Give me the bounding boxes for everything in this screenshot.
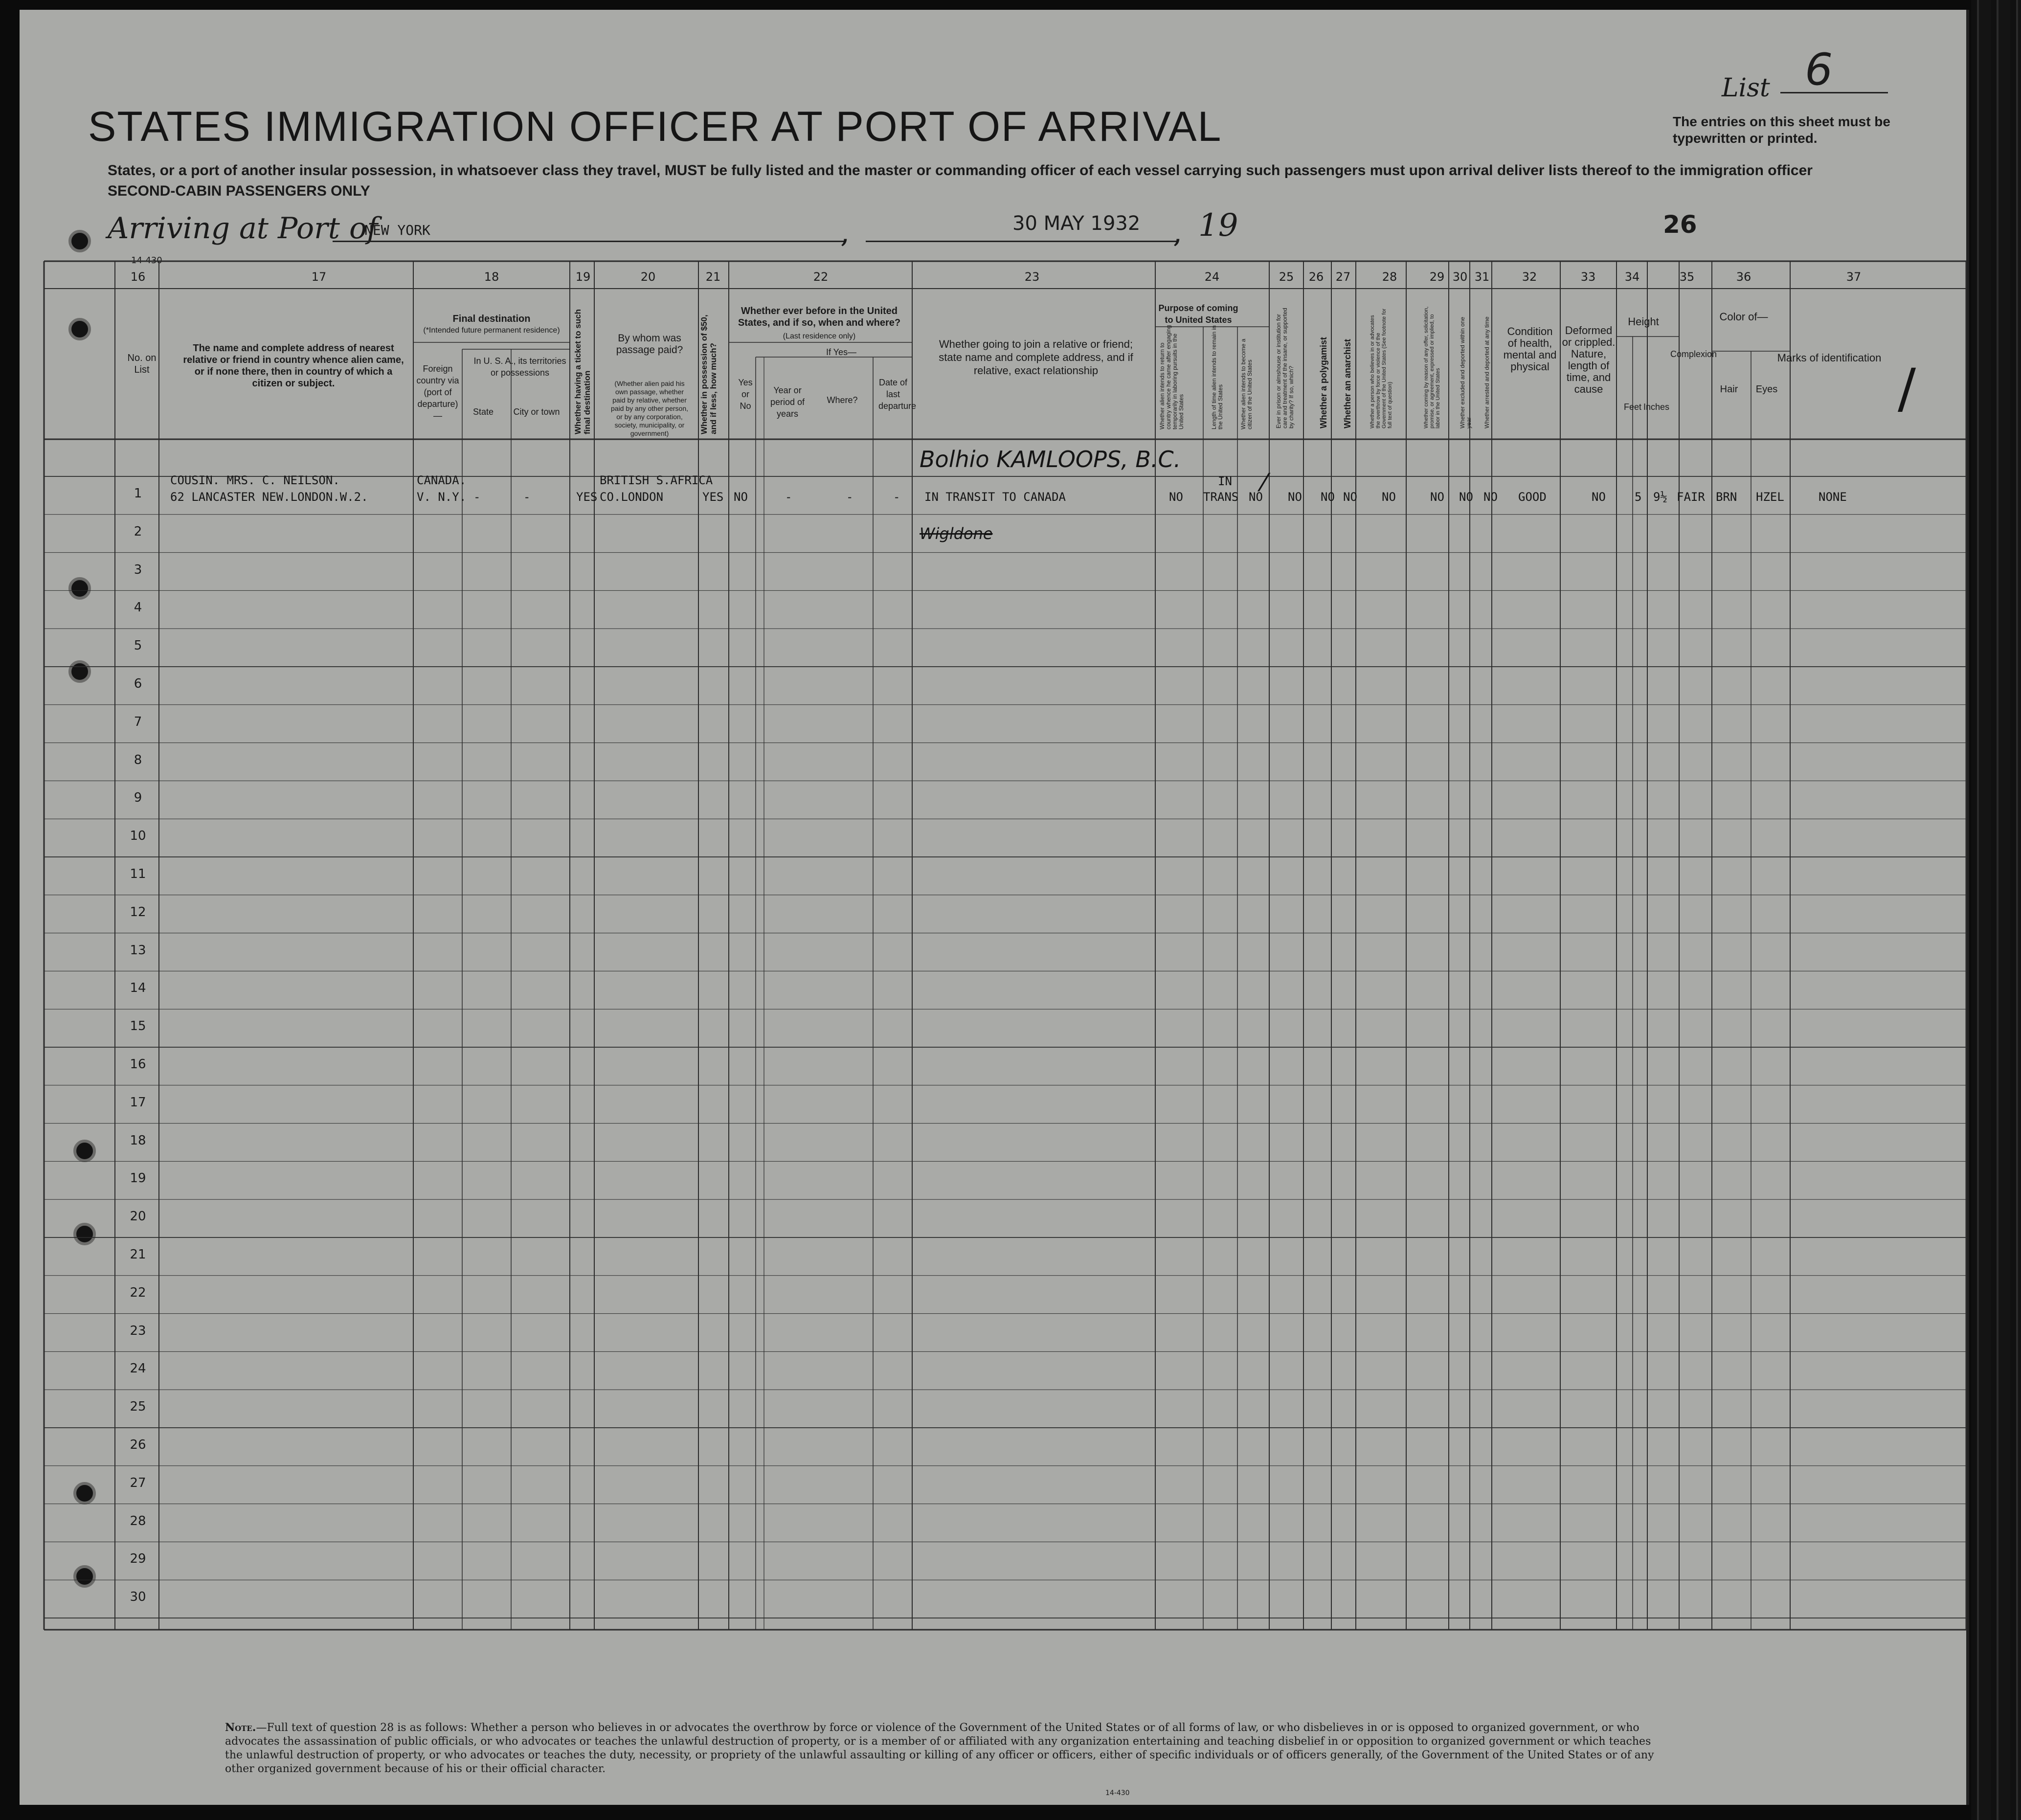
header-yes-or-no: Yes or No <box>738 378 753 411</box>
footnote <box>225 1721 1668 1776</box>
header-no-on-list: No. on List <box>127 353 157 375</box>
column-number: 32 <box>1522 270 1537 284</box>
cabin-class: SECOND-CABIN PASSENGERS ONLY <box>108 183 370 199</box>
header-nearest-relative: The name and complete address of nearest relative or friend in country whence alien came, or if none there, then in country of which a citizen or subject. <box>183 343 404 389</box>
header-final-destination: Final destination <box>452 314 531 324</box>
header-purpose: Purpose of coming to United States <box>1158 303 1238 325</box>
column-number: 25 <box>1279 270 1294 284</box>
paid-by-line1: BRITISH S.AFRICA <box>600 473 713 487</box>
column-number: 37 <box>1846 270 1862 284</box>
header-marks: Marks of identification <box>1777 352 1882 364</box>
row-number: 2 <box>134 524 142 539</box>
form-mark: 14-430 <box>131 255 162 266</box>
hair-value: BRN <box>1716 490 1737 504</box>
punch-hole <box>73 1140 96 1162</box>
row-number: 6 <box>134 676 142 691</box>
where-value: - <box>846 490 853 504</box>
row-number: 23 <box>130 1323 146 1338</box>
row-number: 13 <box>130 943 146 958</box>
row-number: 3 <box>134 562 142 577</box>
row-number: 29 <box>130 1551 146 1567</box>
return-value: NO <box>1169 490 1183 504</box>
row-number: 4 <box>134 600 142 615</box>
column-number: 28 <box>1382 270 1397 284</box>
row-number: 18 <box>130 1133 146 1148</box>
overthrow-value: NO <box>1382 490 1396 504</box>
header-prison: Ever in prison or almshouse or institution for care and treatment of the insane, or supported by charity? If so, which? <box>1275 308 1295 428</box>
header-by-whom: By whom was passage paid? <box>616 333 683 356</box>
footnote-form-number: 14-430 <box>1105 1789 1130 1797</box>
header-polygamist: Whether a polygamist <box>1319 337 1328 428</box>
header-excluded: Whether excluded and deported within one year <box>1459 316 1472 428</box>
header-feet: Feet <box>1623 402 1642 412</box>
column-number: 17 <box>311 270 327 284</box>
comma-mark: , <box>840 215 850 249</box>
arrival-port: NEW YORK <box>364 222 430 238</box>
column-number: 33 <box>1580 270 1596 284</box>
footnote-label: Note. <box>225 1721 256 1734</box>
column-number: 20 <box>640 270 656 284</box>
punch-hole <box>68 660 91 683</box>
column-number: 19 <box>575 270 591 284</box>
header-city-town: City or town <box>513 407 560 417</box>
column-number: 31 <box>1474 270 1490 284</box>
header-joining-relative: Whether going to join a relative or friend; state name and complete address, and if relative, exact relationship <box>939 338 1133 377</box>
row-number: 22 <box>130 1285 146 1300</box>
header-height: Height <box>1628 315 1659 328</box>
row-number: 16 <box>130 1057 146 1072</box>
year-suffix: 26 <box>1663 210 1697 239</box>
column-number: 30 <box>1452 270 1468 284</box>
punch-hole <box>68 318 91 340</box>
offer-value: NO <box>1430 490 1444 504</box>
health-value: GOOD <box>1518 490 1547 504</box>
possession-value: YES <box>702 490 724 504</box>
comma-mark: , <box>1173 215 1183 249</box>
header-inches: Inches <box>1643 402 1670 412</box>
row-number: 15 <box>130 1019 146 1034</box>
eyes-value: HZEL <box>1756 490 1784 504</box>
state-value: - <box>473 490 481 504</box>
list-underline <box>1780 92 1888 93</box>
header-last-departure: Date of last departure <box>878 378 917 411</box>
column-number: 35 <box>1679 270 1695 284</box>
column-number: 26 <box>1308 270 1324 284</box>
last-departure-value: - <box>893 490 900 504</box>
ever-before-value: NO <box>734 490 748 504</box>
header-year-period: Year or period of years <box>770 385 805 419</box>
footnote-text: —Full text of question 28 is as follows: Whether a person who believes in or advocates the overthrow by force or violence of the Government of the United States or of all forms of law, or who disbelieves in or is opposed to organized government, or who advocates the assassination of public officials, or who advocates or teaches the unlawful destruction of property, or is a member of or affiliated with any organization entertaining and teaching disbelief in or opposition to organized government or which teaches the unlawful destruction of property, or who advocates or teaches the duty, necessity, or propriety of the unlawful assaulting or killing of any officer or officers, either of specific individuals or of officers generally, of the Government of the United States or of any other organized government because of his or their official character. <box>225 1722 1654 1775</box>
marks-value: NONE <box>1819 490 1847 504</box>
column-number: 21 <box>705 270 721 284</box>
year-century: 19 <box>1198 207 1238 244</box>
column-number: 27 <box>1335 270 1351 284</box>
arriving-label: Arriving at Port of <box>108 211 378 246</box>
header-possession: Whether in possession of $50, and if less, how much? <box>699 315 718 434</box>
row-number: 28 <box>130 1513 146 1528</box>
excluded-value: NO <box>1459 490 1473 504</box>
row-number: 20 <box>130 1209 146 1224</box>
header-usa-possessions: In U. S. A., its territories or possessions <box>473 356 566 378</box>
date-stamp: 30 MAY 1932 <box>1012 212 1141 235</box>
header-health: Condition of health, mental and physical <box>1503 325 1557 373</box>
header-ever-before-note: (Last residence only) <box>783 332 856 340</box>
arrested-value: NO <box>1483 490 1498 504</box>
header-final-destination-note: (*Intended future permanent residence) <box>423 326 560 335</box>
column-number: 18 <box>484 270 499 284</box>
header-deformed: Deformed or crippled. Nature, length of time, and cause <box>1562 324 1616 395</box>
deformed-value: NO <box>1592 490 1606 504</box>
port-underline <box>333 241 846 242</box>
punch-hole <box>68 577 91 600</box>
row-number: 27 <box>130 1475 146 1490</box>
length-line1: IN <box>1218 474 1232 488</box>
header-purpose-citizen: Whether alien intends to become a citizen of the United States <box>1240 338 1253 429</box>
row-number: 14 <box>130 981 146 996</box>
handwritten-destination: Bolhio KAMLOOPS, B.C. <box>920 446 1181 472</box>
punch-hole <box>73 1223 96 1245</box>
header-hair: Hair <box>1720 384 1738 395</box>
row-number: 25 <box>130 1399 146 1415</box>
header-foreign-country: Foreign country via (port of departure)— <box>416 364 459 421</box>
list-number: 6 <box>1805 44 1833 95</box>
row-number: 12 <box>130 904 146 920</box>
punch-hole <box>73 1565 96 1588</box>
polygamist-value: NO <box>1321 490 1335 504</box>
column-number: 29 <box>1429 270 1445 284</box>
row-number: 21 <box>130 1247 146 1262</box>
row-number: 19 <box>130 1171 146 1186</box>
entries-note: The entries on this sheet must be typewritten or printed. <box>1673 114 1890 146</box>
complexion-value: FAIR <box>1677 490 1705 504</box>
joining-value: IN TRANSIT TO CANADA <box>924 490 1066 504</box>
scan-edge <box>1971 0 2021 1820</box>
row-number: 11 <box>130 867 146 881</box>
row-number: 7 <box>134 714 142 729</box>
row-number: 8 <box>134 752 142 767</box>
row-number: 26 <box>130 1438 146 1452</box>
header-ticket: Whether having a ticket to such final destination <box>573 309 592 434</box>
foreign-port: V. N.Y. <box>417 490 467 504</box>
header-by-whom-note: (Whether alien paid his own passage, whether paid by relative, whether paid by any other person, or by any corporation, society, municipality, or government) <box>611 380 688 437</box>
page-title: STATES IMMIGRATION OFFICER AT PORT OF ARRIVAL <box>88 103 1222 150</box>
header-anarchist: Whether an anarchist <box>1343 338 1352 428</box>
header-if-yes: If Yes— <box>826 347 857 357</box>
header-where: Where? <box>827 395 858 405</box>
relative-address: 62 LANCASTER NEW.LONDON.W.2. <box>170 490 368 504</box>
row-number: 9 <box>134 790 142 806</box>
column-number: 23 <box>1024 270 1040 284</box>
column-number: 36 <box>1736 270 1752 284</box>
header-complexion: Complexion <box>1670 349 1717 359</box>
relative-name: COUSIN. MRS. C. NEILSON. <box>170 473 340 487</box>
row-number: 5 <box>134 638 142 653</box>
column-number: 22 <box>813 270 829 284</box>
list-label: List <box>1722 73 1770 103</box>
handwritten-strikethrough: Wigldone <box>920 524 993 543</box>
header-arrested: Whether arrested and deported at any time <box>1483 316 1490 428</box>
header-purpose-length: Length of time alien intends to remain in the United States <box>1211 325 1224 429</box>
instructions-text: States, or a port of another insular possession, in whatsoever class they travel, MUST be fully listed and the master or commanding officer of each vessel carrying such passengers must upon arrival deliver lists thereof to the immigration officer <box>108 162 1813 179</box>
city-value: - <box>523 490 531 504</box>
row-number: 17 <box>130 1095 146 1110</box>
header-color-of: Color of— <box>1719 311 1768 323</box>
column-number: 34 <box>1624 270 1640 284</box>
row-number: 24 <box>130 1361 146 1376</box>
foreign-country: CANADA. <box>417 473 467 487</box>
feet-value: 5 <box>1635 490 1642 504</box>
header-ever-before: Whether ever before in the United States, and if so, when and where? <box>738 306 901 328</box>
header-offer: Whether coming by reason of any offer, solicitation, promise, or agreement, expressed or implied, to labor in the United States <box>1423 306 1441 428</box>
year-period-value: - <box>785 490 792 504</box>
header-overthrow: Whether a person who believes in or advocates the overthrow by force or violence of the Government of the United States (See footnote for full text of question) <box>1370 308 1393 428</box>
check-mark: ⁄ <box>1262 469 1266 497</box>
header-purpose-return: Whether alien intends to return to country whence he came after engaging temporarily in laboring pursuits in the United States <box>1159 325 1185 429</box>
row-number: 1 <box>134 486 142 501</box>
length-line2: TRANS <box>1203 490 1239 504</box>
header-eyes: Eyes <box>1755 384 1778 395</box>
paid-by-line2: CO.LONDON <box>600 490 664 504</box>
inches-value: 9½ <box>1653 490 1667 504</box>
column-number: 16 <box>130 270 146 284</box>
punch-hole <box>68 230 91 252</box>
prison-value: NO <box>1288 490 1302 504</box>
punch-hole <box>73 1482 96 1505</box>
row-number: 10 <box>130 829 146 844</box>
citizen-value: NO <box>1249 490 1263 504</box>
column-number: 24 <box>1204 270 1220 284</box>
marks-slash: / <box>1898 357 1916 420</box>
anarchist-value: NO <box>1343 490 1357 504</box>
header-state: State <box>472 407 494 417</box>
date-underline <box>866 241 1179 242</box>
ticket-value: YES <box>576 490 598 504</box>
row-number: 30 <box>130 1590 146 1605</box>
